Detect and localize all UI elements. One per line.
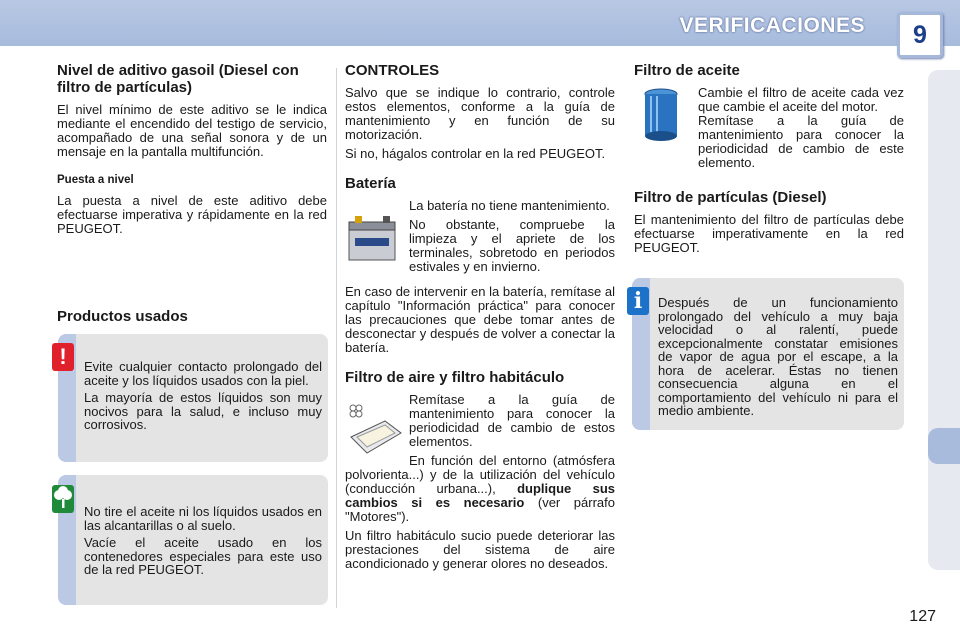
- chapter-rail: [928, 70, 960, 570]
- middle-column: [345, 62, 615, 576]
- paragraph: No obstante, compruebe la limpieza y el apriete de los terminales, sobretodo en periodos estivales y en invierno.: [409, 217, 615, 274]
- page-number: 127: [909, 608, 936, 625]
- paragraph: En función del entorno (atmósfera polvorienta...) y de la utilización del vehículo (conducción urbana...), duplique sus cambios si es necesario (ver párrafo "Motores").: [345, 453, 615, 524]
- air-filter-icon: [347, 403, 403, 457]
- paragraph: La batería no tiene mantenimiento.: [409, 198, 610, 213]
- paragraph: El nivel mínimo de este aditivo se le indica mediante el encendido del testigo de servicio, acompañado de una señal sonora y de un mensaje en la pantalla multifunción.: [57, 102, 327, 159]
- left-heading-products: [57, 308, 327, 332]
- section-heading-battery: Batería: [345, 175, 396, 192]
- section-heading-air-filter: Filtro de aire y filtro habitáculo: [345, 369, 565, 386]
- section-heading-additive: Nivel de aditivo gasoil (Diesel con filtro de partículas): [57, 62, 299, 96]
- exclamation-icon: !: [52, 343, 74, 371]
- paragraph: Remítase a la guía de mantenimiento para conocer la periodicidad de cambio de estos elementos.: [409, 392, 615, 449]
- subheading-refill: Puesta a nivel: [57, 174, 134, 186]
- paragraph: Vacíe el aceite usado en los contenedores especiales para este uso de la red PEUGEOT.: [84, 535, 322, 577]
- left-column: [57, 62, 327, 241]
- section-heading-products: Productos usados: [57, 308, 188, 325]
- info-icon: i: [627, 287, 649, 315]
- environment-note: [58, 475, 328, 605]
- warning-note: [58, 334, 328, 462]
- paragraph: Evite cualquier contacto prolongado del aceite y los líquidos usados con la piel.: [84, 359, 322, 388]
- paragraph: Remítase a la guía de mantenimiento para conocer la periodicidad de cambio de este elemento.: [698, 113, 904, 170]
- section-heading-oil-filter: Filtro de aceite: [634, 62, 740, 79]
- paragraph: Salvo que se indique lo contrario, controle estos elementos, conforme a la guía de mantenimiento y en función de su motorización.: [345, 85, 615, 142]
- chapter-tab[interactable]: [928, 428, 960, 464]
- paragraph: No tire el aceite ni los líquidos usados en las alcantarillas o al suelo.: [84, 504, 322, 533]
- paragraph: La mayoría de estos líquidos son muy nocivos para la salud, e incluso muy corrosivos.: [84, 390, 322, 432]
- paragraph: Si no, hágalos controlar en la red PEUGEOT.: [345, 146, 606, 161]
- oil-filter-icon: [641, 86, 681, 146]
- info-note: [632, 278, 904, 430]
- section-heading-controls: CONTROLES: [345, 62, 440, 79]
- page-title: VERIFICACIONES: [679, 14, 865, 37]
- battery-icon: [345, 214, 401, 264]
- paragraph: El mantenimiento del filtro de partículas debe efectuarse imperativamente en la red PEUGEOT.: [634, 212, 904, 255]
- paragraph: Un filtro habitáculo sucio puede deteriorar las prestaciones del sistema de aire acondicionado y generar olores no deseados.: [345, 528, 615, 571]
- paragraph: Después de un funcionamiento prolongado del vehículo a muy baja velocidad o al ralentí, puede excepcionalmente constatar emisiones de vapor de agua por el escape, a la hora de acelerar. Éstas no tienen consecuencia alguna en el comportamiento del vehículo ni para el medio ambiente.: [658, 295, 898, 418]
- paragraph: Cambie el filtro de aceite cada vez que cambie el aceite del motor.: [698, 85, 904, 114]
- chapter-number: 9: [897, 12, 943, 58]
- column-divider: [336, 68, 337, 608]
- section-heading-particle-filter: Filtro de partículas (Diesel): [634, 189, 827, 206]
- tree-icon: [52, 485, 74, 513]
- paragraph: En caso de intervenir en la batería, remítase al capítulo "Información práctica" para conocer las precauciones que debe tomar antes de desconectar y después de volver a conectar la batería.: [345, 284, 615, 355]
- paragraph: La puesta a nivel de este aditivo debe efectuarse imperativa y rápidamente en la red PEUGEOT.: [57, 193, 327, 236]
